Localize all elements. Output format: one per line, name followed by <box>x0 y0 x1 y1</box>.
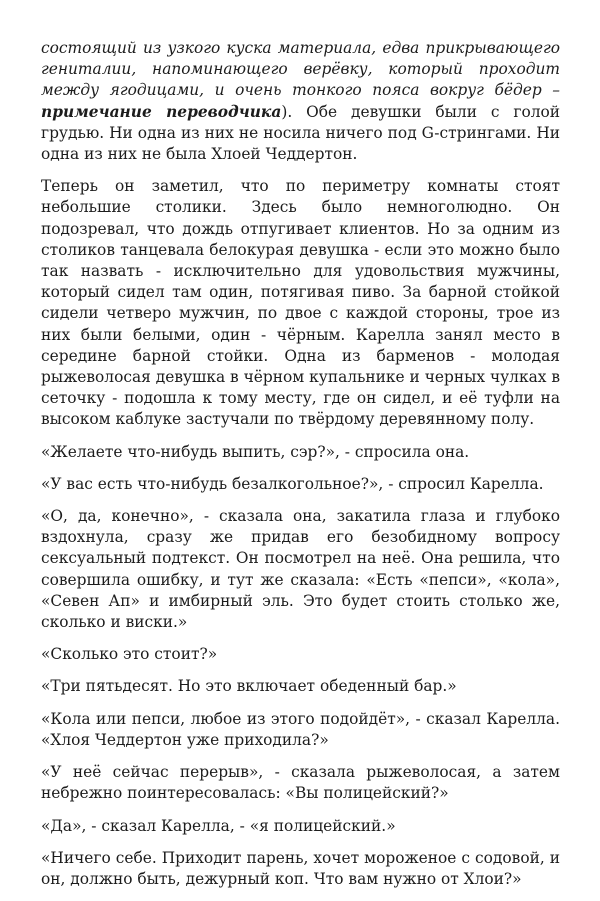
paragraph: «Желаете что-нибудь выпить, сэр?», - спросила она. <box>41 442 470 461</box>
document-page <box>41 38 560 901</box>
paragraph: «О, да, конечно», - сказала она, закатила глаза и глубоко вздохнула, сразу же придав его безобидному вопросу сексуальный подтекст. Он посмотрел на неё. Она решила, что совершила ошибку, и тут же сказала: «Есть «пепси», «кола», «Севен Ап» и имбирный эль. Это будет стоить столько же, сколько и виски.» <box>41 507 560 632</box>
paragraph: «Да», - сказал Карелла, - «я полицейский.» <box>41 816 396 835</box>
paragraph: «Кола или пепси, любое из этого подойдёт», - сказал Карелла. «Хлоя Чеддертон уже приходила?» <box>41 709 560 749</box>
paragraph: Теперь он заметил, что по периметру комнаты стоят небольшие столики. Здесь было немноголюдно. Он подозревал, что дождь отпугивает клиентов. Но за одним из столиков танцевала белокурая девушка - если это можно было так назвать - исключительно для удовольствия мужчины, который сидел там один, потягивая пиво. За барной стойкой сидели четверо мужчин, по двое с каждой стороны, трое из них были белыми, один - чёрным. Карелла занял место в середине барной стойки. Одна из барменов - молодая рыжеволосая девушка в чёрном купальнике и черных чулках в сеточку - подошла к тому месту, где он сидел, и её туфли на высоком каблуке застучали по твёрдому деревянному полу. <box>41 177 560 429</box>
translator-note-text: состоящий из узкого куска материала, едва прикрывающего гениталии, напоминающего верёвку, который проходит между ягодицами, и очень тонкого пояса вокруг бёдер – <box>41 39 560 100</box>
translator-note-label: примечание переводчика <box>41 102 282 121</box>
paragraph: «Три пятьдесят. Но это включает обеденный бар.» <box>41 677 457 696</box>
paragraph-translator-note <box>41 38 560 165</box>
paragraph: «Ничего себе. Приходит парень, хочет мороженое с содовой, и он, должно быть, дежурный коп. Что вам нужно от Хлои?» <box>41 848 560 888</box>
paragraph: «Сколько это стоит?» <box>41 645 218 664</box>
paragraph: «У вас есть что-нибудь безалкогольное?», - спросил Карелла. <box>41 474 544 493</box>
paragraph-text: ). Обе девушки были с голой грудью. Ни одна из них не носила ничего под G-стрингами. Ни одна из них не была Хлоей Чеддертон. <box>41 102 561 164</box>
paragraph: «У неё сейчас перерыв», - сказала рыжеволосая, а затем небрежно поинтересовалась: «Вы полицейский?» <box>41 763 560 803</box>
